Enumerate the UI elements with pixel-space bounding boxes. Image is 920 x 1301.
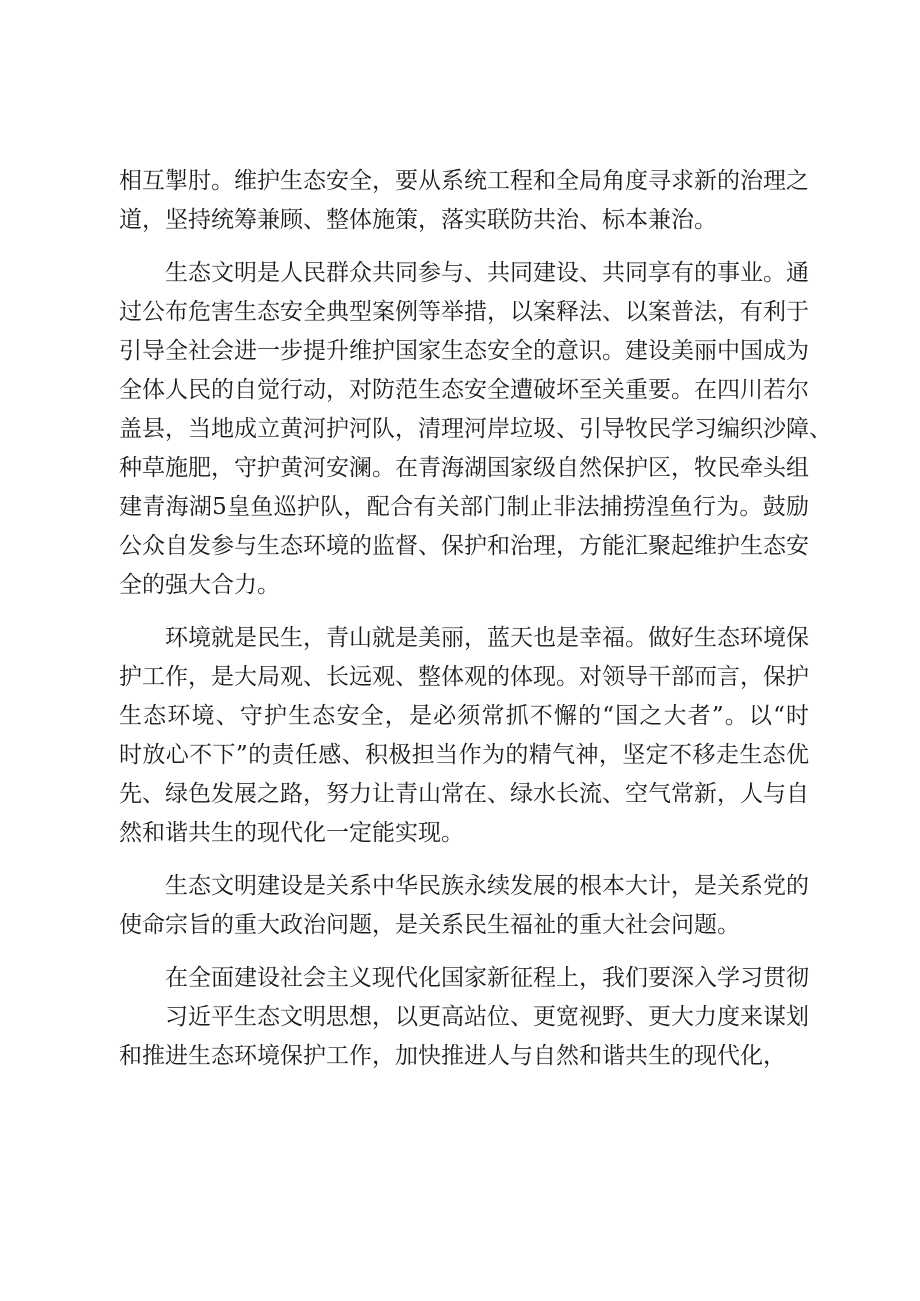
- text-line: 习近平生态文明思想，以更高站位、更宽视野、更大力度来谋划: [165, 1004, 809, 1030]
- paragraph-5: [119, 959, 809, 1076]
- paragraph-2: [119, 254, 832, 605]
- text-line: 全的强大合力。: [119, 572, 280, 598]
- text-line: 护工作，是大局观、长远观、整体观的体现。对领导干部而言，保护: [119, 664, 809, 690]
- text-line: 公众自发参与生态环境的监督、保护和治理，方能汇聚起维护生态安: [119, 533, 809, 559]
- text-line: 在全面建设社会主义现代化国家新征程上，我们要深入学习贯彻: [165, 965, 809, 991]
- text-line: 全体人民的自觉行动，对防范生态安全遭破坏至关重要。在四川若尔: [119, 377, 809, 403]
- text-line: 环境就是民生，青山就是美丽，蓝天也是幸福。做好生态环境保: [165, 625, 809, 651]
- paragraph-3: [119, 619, 809, 853]
- text-line: 相互掣肘。维护生态安全，要从系统工程和全局角度寻求新的治理之: [119, 168, 809, 194]
- text-line: 和推进生态环境保护工作，加快推进人与自然和谐共生的现代化，: [119, 1043, 786, 1069]
- text-line: 然和谐共生的现代化一定能实现。: [119, 820, 464, 846]
- text-line: 引导全社会进一步提升维护国家生态安全的意识。建设美丽中国成为: [119, 338, 809, 364]
- paragraph-4: [119, 867, 809, 945]
- text-line: 过公布危害生态安全典型案例等举措，以案释法、以案普法，有利于: [119, 299, 809, 325]
- text-line: 道，坚持统筹兼顾、整体施策，落实联防共治、标本兼治。: [119, 207, 717, 233]
- text-line: 生态文明建设是关系中华民族永续发展的根本大计，是关系党的: [165, 873, 809, 899]
- paragraph-1: [119, 162, 809, 240]
- text-line: 建青海湖5皇鱼巡护队，配合有关部门制止非法捕捞湟鱼行为。鼓励: [119, 494, 809, 520]
- text-line: 生态文明是人民群众共同参与、共同建设、共同享有的事业。通: [165, 260, 809, 286]
- body-text: [119, 162, 832, 1076]
- text-line: 先、绿色发展之路，努力让青山常在、绿水长流、空气常新，人与自: [119, 781, 809, 807]
- text-line: 使命宗旨的重大政治问题，是关系民生福祉的重大社会问题。: [119, 912, 740, 938]
- text-line: 时放心不下”的责任感、积极担当作为的精气神，坚定不移走生态优: [119, 742, 809, 768]
- text-line: 盖县，当地成立黄河护河队，清理河岸垃圾、引导牧民学习编织沙障、: [119, 416, 832, 442]
- text-line: 种草施肥，守护黄河安澜。在青海湖国家级自然保护区，牧民牵头组: [119, 455, 809, 481]
- text-line: 生态环境、守护生态安全，是必须常抓不懈的“国之大者”。以“时: [119, 703, 809, 729]
